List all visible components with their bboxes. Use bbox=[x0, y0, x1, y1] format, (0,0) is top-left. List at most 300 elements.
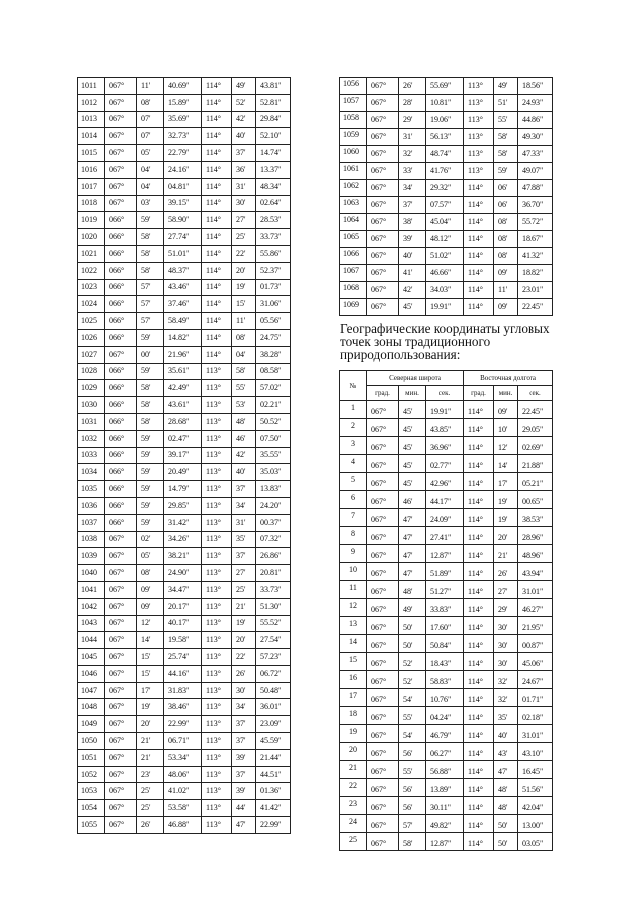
coordinate-cell: 47' bbox=[399, 545, 426, 563]
coordinate-cell: 22.79" bbox=[164, 145, 202, 162]
coordinate-cell: 46.88" bbox=[164, 817, 202, 834]
coordinate-cell: 27' bbox=[494, 581, 518, 599]
coordinate-cell: 05.56" bbox=[256, 313, 291, 330]
coordinate-cell: 06.71" bbox=[164, 733, 202, 750]
table-row bbox=[340, 653, 553, 671]
coordinate-cell: 33' bbox=[399, 163, 426, 180]
table-row bbox=[340, 180, 553, 197]
table-row bbox=[340, 231, 553, 248]
coordinate-cell: 114° bbox=[202, 279, 232, 296]
coordinate-cell: 59' bbox=[137, 447, 164, 464]
zone-table-body bbox=[340, 401, 553, 851]
coordinate-cell: 114° bbox=[202, 145, 232, 162]
point-number: 23 bbox=[340, 797, 367, 815]
point-number: 4 bbox=[340, 455, 367, 473]
coordinate-cell: 113° bbox=[202, 363, 232, 380]
table-row bbox=[78, 178, 291, 195]
coordinate-cell: 51' bbox=[494, 95, 518, 112]
coordinate-cell: 067° bbox=[105, 733, 137, 750]
coordinate-cell: 49' bbox=[494, 78, 518, 95]
table-row bbox=[78, 296, 291, 313]
table-row bbox=[78, 749, 291, 766]
table-row bbox=[340, 282, 553, 299]
coordinate-cell: 26' bbox=[399, 78, 426, 95]
point-number: 1016 bbox=[78, 161, 105, 178]
coordinate-cell: 113° bbox=[202, 649, 232, 666]
coordinate-cell: 50' bbox=[494, 833, 518, 851]
coordinate-cell: 57.23" bbox=[256, 649, 291, 666]
coordinate-cell: 114° bbox=[464, 437, 494, 455]
coordinate-cell: 51.89" bbox=[426, 563, 464, 581]
coordinate-cell: 114° bbox=[464, 265, 494, 282]
coordinate-cell: 55.52" bbox=[256, 615, 291, 632]
coordinate-cell: 11' bbox=[137, 78, 164, 95]
coordinate-cell: 55.69" bbox=[426, 78, 464, 95]
coordinate-cell: 113° bbox=[202, 716, 232, 733]
point-number: 1035 bbox=[78, 481, 105, 498]
coordinate-cell: 067° bbox=[367, 437, 399, 455]
coordinate-cell: 067° bbox=[105, 145, 137, 162]
coordinate-cell: 113° bbox=[464, 129, 494, 146]
coordinate-cell: 066° bbox=[105, 363, 137, 380]
coordinate-cell: 27.41" bbox=[426, 527, 464, 545]
coordinate-cell: 39' bbox=[399, 231, 426, 248]
coordinate-cell: 26' bbox=[232, 665, 256, 682]
coordinate-cell: 114° bbox=[464, 653, 494, 671]
coordinate-cell: 36.96" bbox=[426, 437, 464, 455]
coordinate-cell: 114° bbox=[464, 180, 494, 197]
coordinate-cell: 53' bbox=[232, 397, 256, 414]
coordinate-cell: 45' bbox=[399, 473, 426, 491]
coordinate-cell: 113° bbox=[464, 146, 494, 163]
coordinate-cell: 48.37" bbox=[164, 262, 202, 279]
coordinate-cell: 19.91" bbox=[426, 401, 464, 419]
coordinate-cell: 04' bbox=[137, 161, 164, 178]
coordinate-cell: 42.49" bbox=[164, 380, 202, 397]
point-number: 19 bbox=[340, 725, 367, 743]
coordinate-cell: 113° bbox=[202, 733, 232, 750]
coordinate-cell: 067° bbox=[367, 231, 399, 248]
point-number: 1012 bbox=[78, 94, 105, 111]
coordinate-cell: 20' bbox=[137, 716, 164, 733]
coordinate-cell: 067° bbox=[105, 565, 137, 582]
coordinate-cell: 52' bbox=[399, 653, 426, 671]
point-number: 1034 bbox=[78, 464, 105, 481]
east-longitude-header: Восточная долгота bbox=[464, 371, 553, 386]
coordinate-cell: 113° bbox=[202, 632, 232, 649]
coordinate-cell: 113° bbox=[464, 112, 494, 129]
coordinate-cell: 067° bbox=[105, 128, 137, 145]
point-number: 1068 bbox=[340, 282, 367, 299]
coordinate-cell: 113° bbox=[202, 447, 232, 464]
table-row bbox=[340, 599, 553, 617]
table-row bbox=[78, 413, 291, 430]
coordinate-cell: 59' bbox=[137, 363, 164, 380]
coordinate-cell: 29.85" bbox=[164, 497, 202, 514]
coordinate-cell: 45' bbox=[399, 401, 426, 419]
coordinate-cell: 21.88" bbox=[518, 455, 553, 473]
coordinate-cell: 58.90" bbox=[164, 212, 202, 229]
coordinate-cell: 04' bbox=[232, 346, 256, 363]
coordinate-cell: 31' bbox=[232, 514, 256, 531]
coordinate-cell: 19' bbox=[494, 509, 518, 527]
coordinate-cell: 30' bbox=[494, 617, 518, 635]
coordinate-cell: 53.58" bbox=[164, 800, 202, 817]
coordinate-cell: 38.53" bbox=[518, 509, 553, 527]
coordinate-cell: 27.74" bbox=[164, 229, 202, 246]
coordinate-cell: 48' bbox=[494, 779, 518, 797]
coordinate-cell: 067° bbox=[367, 419, 399, 437]
coordinate-cell: 066° bbox=[105, 380, 137, 397]
coordinate-cell: 03.05" bbox=[518, 833, 553, 851]
coordinate-cell: 113° bbox=[464, 163, 494, 180]
coordinate-cell: 34' bbox=[232, 497, 256, 514]
coordinate-cell: 067° bbox=[367, 299, 399, 316]
coordinate-cell: 02' bbox=[137, 531, 164, 548]
coordinate-cell: 47.33" bbox=[518, 146, 553, 163]
point-number: 8 bbox=[340, 527, 367, 545]
coordinate-cell: 31.42" bbox=[164, 514, 202, 531]
coordinate-cell: 27' bbox=[232, 565, 256, 582]
table-row bbox=[340, 617, 553, 635]
coordinate-cell: 067° bbox=[367, 581, 399, 599]
coordinate-cell: 114° bbox=[464, 563, 494, 581]
coordinate-cell: 36.70" bbox=[518, 197, 553, 214]
coordinate-cell: 55' bbox=[399, 707, 426, 725]
coordinate-cell: 57' bbox=[137, 313, 164, 330]
point-number: 16 bbox=[340, 671, 367, 689]
coordinate-cell: 08.58" bbox=[256, 363, 291, 380]
coordinate-cell: 30' bbox=[494, 635, 518, 653]
coordinate-cell: 067° bbox=[105, 161, 137, 178]
north-deg-header: град. bbox=[367, 386, 399, 401]
coordinate-cell: 067° bbox=[105, 598, 137, 615]
table-row bbox=[78, 548, 291, 565]
coordinate-cell: 33.83" bbox=[426, 599, 464, 617]
point-number: 14 bbox=[340, 635, 367, 653]
table-row bbox=[78, 464, 291, 481]
coordinate-cell: 43.61" bbox=[164, 397, 202, 414]
table-row bbox=[340, 761, 553, 779]
coordinate-cell: 20' bbox=[232, 632, 256, 649]
coordinate-cell: 067° bbox=[105, 716, 137, 733]
coordinate-cell: 00' bbox=[137, 346, 164, 363]
point-number: 1037 bbox=[78, 514, 105, 531]
coordinate-cell: 58' bbox=[137, 413, 164, 430]
coordinate-cell: 58' bbox=[137, 262, 164, 279]
coordinate-cell: 39' bbox=[232, 749, 256, 766]
table-row bbox=[340, 299, 553, 316]
coordinate-cell: 08' bbox=[137, 94, 164, 111]
coordinate-cell: 50' bbox=[494, 815, 518, 833]
coordinate-cell: 35' bbox=[494, 707, 518, 725]
coordinate-cell: 37' bbox=[232, 716, 256, 733]
coordinate-cell: 114° bbox=[464, 545, 494, 563]
table-row bbox=[78, 800, 291, 817]
coordinate-cell: 12.87" bbox=[426, 545, 464, 563]
coordinate-cell: 14.74" bbox=[256, 145, 291, 162]
coordinate-cell: 066° bbox=[105, 313, 137, 330]
coordinate-cell: 46.79" bbox=[426, 725, 464, 743]
table-row bbox=[340, 491, 553, 509]
point-number: 18 bbox=[340, 707, 367, 725]
coordinate-cell: 31.01" bbox=[518, 581, 553, 599]
point-number: 24 bbox=[340, 815, 367, 833]
coordinate-cell: 58' bbox=[137, 229, 164, 246]
table-row bbox=[78, 78, 291, 95]
coordinate-cell: 48' bbox=[232, 413, 256, 430]
coordinate-cell: 09' bbox=[137, 581, 164, 598]
left-table-body bbox=[78, 78, 291, 834]
coordinate-cell: 40' bbox=[494, 725, 518, 743]
coordinate-cell: 114° bbox=[464, 282, 494, 299]
coordinate-cell: 19' bbox=[494, 491, 518, 509]
coordinate-cell: 29' bbox=[399, 112, 426, 129]
coordinate-cell: 00.65" bbox=[518, 491, 553, 509]
point-number: 1022 bbox=[78, 262, 105, 279]
coordinate-cell: 01.73" bbox=[256, 279, 291, 296]
coordinate-cell: 28.53" bbox=[256, 212, 291, 229]
coordinate-cell: 43.10" bbox=[518, 743, 553, 761]
coordinate-cell: 067° bbox=[367, 635, 399, 653]
table-row bbox=[78, 766, 291, 783]
coordinate-cell: 114° bbox=[464, 689, 494, 707]
coordinate-cell: 32' bbox=[494, 689, 518, 707]
coordinate-cell: 49.30" bbox=[518, 129, 553, 146]
coordinate-cell: 17.60" bbox=[426, 617, 464, 635]
coordinate-cell: 40' bbox=[232, 128, 256, 145]
point-number: 1064 bbox=[340, 214, 367, 231]
table-row bbox=[78, 716, 291, 733]
coordinate-cell: 10.81" bbox=[426, 95, 464, 112]
table-row bbox=[340, 95, 553, 112]
point-number: 1067 bbox=[340, 265, 367, 282]
coordinate-cell: 23' bbox=[137, 766, 164, 783]
point-number: 6 bbox=[340, 491, 367, 509]
table-row bbox=[78, 279, 291, 296]
north-min-header: мин. bbox=[399, 386, 426, 401]
coordinate-cell: 45' bbox=[399, 437, 426, 455]
coordinate-cell: 44.51" bbox=[256, 766, 291, 783]
point-number: 1029 bbox=[78, 380, 105, 397]
coordinate-cell: 37' bbox=[232, 548, 256, 565]
coordinate-cell: 03' bbox=[137, 195, 164, 212]
table-row bbox=[340, 473, 553, 491]
point-number: 1069 bbox=[340, 299, 367, 316]
coordinate-cell: 114° bbox=[464, 617, 494, 635]
coordinate-cell: 19.91" bbox=[426, 299, 464, 316]
coordinate-cell: 42' bbox=[399, 282, 426, 299]
coordinate-cell: 067° bbox=[367, 797, 399, 815]
coordinate-cell: 12' bbox=[494, 437, 518, 455]
coordinate-cell: 49.82" bbox=[426, 815, 464, 833]
coordinate-cell: 066° bbox=[105, 464, 137, 481]
coordinate-cell: 11' bbox=[232, 313, 256, 330]
coordinate-cell: 067° bbox=[367, 617, 399, 635]
coordinate-cell: 55.86" bbox=[256, 245, 291, 262]
coordinate-cell: 35.61" bbox=[164, 363, 202, 380]
coordinate-cell: 58' bbox=[137, 380, 164, 397]
coordinate-cell: 114° bbox=[202, 262, 232, 279]
coordinate-cell: 113° bbox=[464, 95, 494, 112]
coordinate-cell: 58.49" bbox=[164, 313, 202, 330]
coordinate-cell: 08' bbox=[232, 329, 256, 346]
coordinate-cell: 114° bbox=[464, 509, 494, 527]
coordinate-cell: 48.12" bbox=[426, 231, 464, 248]
table-row bbox=[340, 437, 553, 455]
coordinate-cell: 32' bbox=[494, 671, 518, 689]
coordinate-cell: 113° bbox=[202, 497, 232, 514]
coordinate-cell: 114° bbox=[464, 473, 494, 491]
coordinate-cell: 113° bbox=[202, 749, 232, 766]
coordinate-cell: 19.58" bbox=[164, 632, 202, 649]
coordinate-cell: 37' bbox=[232, 766, 256, 783]
coordinate-cell: 25.74" bbox=[164, 649, 202, 666]
coordinate-cell: 114° bbox=[202, 245, 232, 262]
table-row bbox=[78, 649, 291, 666]
point-number: 1057 bbox=[340, 95, 367, 112]
table-row bbox=[78, 363, 291, 380]
coordinate-cell: 48.74" bbox=[426, 146, 464, 163]
zone-subheader-row bbox=[340, 386, 553, 401]
table-row bbox=[78, 346, 291, 363]
coordinate-cell: 31' bbox=[399, 129, 426, 146]
coordinate-cell: 10.76" bbox=[426, 689, 464, 707]
coordinate-cell: 02.21" bbox=[256, 397, 291, 414]
coordinate-cell: 24.67" bbox=[518, 671, 553, 689]
table-row bbox=[78, 397, 291, 414]
coordinate-cell: 42' bbox=[232, 111, 256, 128]
coordinate-cell: 45' bbox=[399, 419, 426, 437]
coordinate-cell: 43.46" bbox=[164, 279, 202, 296]
coordinate-cell: 067° bbox=[367, 743, 399, 761]
coordinate-cell: 52.10" bbox=[256, 128, 291, 145]
point-number: 1055 bbox=[78, 817, 105, 834]
north-latitude-header: Северная широта bbox=[367, 371, 464, 386]
coordinate-cell: 28' bbox=[399, 95, 426, 112]
point-number: 1021 bbox=[78, 245, 105, 262]
coordinate-cell: 067° bbox=[367, 545, 399, 563]
coordinate-cell: 16.45" bbox=[518, 761, 553, 779]
coordinate-cell: 113° bbox=[202, 682, 232, 699]
coordinate-cell: 04.24" bbox=[426, 707, 464, 725]
coordinate-cell: 067° bbox=[105, 649, 137, 666]
coordinate-cell: 067° bbox=[367, 563, 399, 581]
coordinate-cell: 58' bbox=[494, 129, 518, 146]
table-row bbox=[340, 635, 553, 653]
coordinate-cell: 114° bbox=[202, 128, 232, 145]
coordinate-cell: 114° bbox=[464, 419, 494, 437]
coordinate-cell: 17' bbox=[137, 682, 164, 699]
coordinate-cell: 114° bbox=[202, 178, 232, 195]
coordinate-cell: 59' bbox=[137, 212, 164, 229]
coordinate-cell: 20' bbox=[232, 262, 256, 279]
coordinate-cell: 067° bbox=[367, 282, 399, 299]
coordinate-cell: 29.32" bbox=[426, 180, 464, 197]
coordinate-cell: 067° bbox=[367, 455, 399, 473]
coordinate-cell: 47.88" bbox=[518, 180, 553, 197]
coordinate-cell: 48' bbox=[399, 581, 426, 599]
coordinate-cell: 114° bbox=[202, 195, 232, 212]
coordinate-cell: 26.86" bbox=[256, 548, 291, 565]
coordinate-cell: 33.73" bbox=[256, 229, 291, 246]
coordinate-cell: 48' bbox=[494, 797, 518, 815]
point-number: 1040 bbox=[78, 565, 105, 582]
coordinate-cell: 113° bbox=[202, 699, 232, 716]
coordinate-cell: 067° bbox=[105, 78, 137, 95]
coordinate-cell: 067° bbox=[367, 112, 399, 129]
coordinate-cell: 57' bbox=[137, 279, 164, 296]
zone-header-row bbox=[340, 371, 553, 386]
coordinate-cell: 49' bbox=[232, 78, 256, 95]
table-row bbox=[340, 78, 553, 95]
coordinate-cell: 59' bbox=[137, 464, 164, 481]
coordinate-cell: 56.13" bbox=[426, 129, 464, 146]
point-number: 1062 bbox=[340, 180, 367, 197]
point-number: 1061 bbox=[340, 163, 367, 180]
table-row bbox=[340, 725, 553, 743]
coordinate-cell: 066° bbox=[105, 497, 137, 514]
coordinate-cell: 58' bbox=[137, 245, 164, 262]
coordinate-cell: 114° bbox=[202, 94, 232, 111]
point-number: 22 bbox=[340, 779, 367, 797]
point-number: 1025 bbox=[78, 313, 105, 330]
coordinate-cell: 31.83" bbox=[164, 682, 202, 699]
coordinate-cell: 22' bbox=[232, 649, 256, 666]
coordinate-cell: 24.20" bbox=[256, 497, 291, 514]
coordinate-cell: 067° bbox=[105, 178, 137, 195]
coordinate-cell: 067° bbox=[367, 78, 399, 95]
coordinate-cell: 00.37" bbox=[256, 514, 291, 531]
point-number: 1063 bbox=[340, 197, 367, 214]
table-row bbox=[340, 545, 553, 563]
table-row bbox=[78, 699, 291, 716]
coordinate-cell: 067° bbox=[105, 632, 137, 649]
coordinate-cell: 067° bbox=[105, 195, 137, 212]
coordinate-cell: 50' bbox=[399, 635, 426, 653]
coordinate-cell: 21' bbox=[137, 749, 164, 766]
coordinate-cell: 067° bbox=[367, 653, 399, 671]
coordinate-cell: 30.11" bbox=[426, 797, 464, 815]
point-number: 5 bbox=[340, 473, 367, 491]
coordinate-cell: 15' bbox=[137, 649, 164, 666]
coordinate-cell: 113° bbox=[202, 380, 232, 397]
coordinate-cell: 066° bbox=[105, 397, 137, 414]
east-sec-header: сек. bbox=[518, 386, 553, 401]
coordinate-cell: 05' bbox=[137, 548, 164, 565]
coordinate-cell: 59' bbox=[137, 497, 164, 514]
coordinate-cell: 50' bbox=[399, 617, 426, 635]
coordinate-cell: 59' bbox=[494, 163, 518, 180]
point-number: 1019 bbox=[78, 212, 105, 229]
coordinate-cell: 114° bbox=[464, 725, 494, 743]
coordinate-cell: 52.81" bbox=[256, 94, 291, 111]
point-number: 25 bbox=[340, 833, 367, 851]
coordinate-cell: 46' bbox=[232, 430, 256, 447]
coordinate-cell: 15' bbox=[232, 296, 256, 313]
coordinate-cell: 25' bbox=[137, 783, 164, 800]
table-row bbox=[78, 783, 291, 800]
coordinate-cell: 19' bbox=[232, 279, 256, 296]
coordinate-cell: 114° bbox=[464, 833, 494, 851]
coordinate-cell: 41.76" bbox=[426, 163, 464, 180]
coordinate-cell: 113° bbox=[202, 766, 232, 783]
coordinate-cell: 114° bbox=[464, 707, 494, 725]
coordinate-cell: 07.32" bbox=[256, 531, 291, 548]
table-row bbox=[78, 598, 291, 615]
coordinate-cell: 52.37" bbox=[256, 262, 291, 279]
coordinate-cell: 20' bbox=[494, 527, 518, 545]
